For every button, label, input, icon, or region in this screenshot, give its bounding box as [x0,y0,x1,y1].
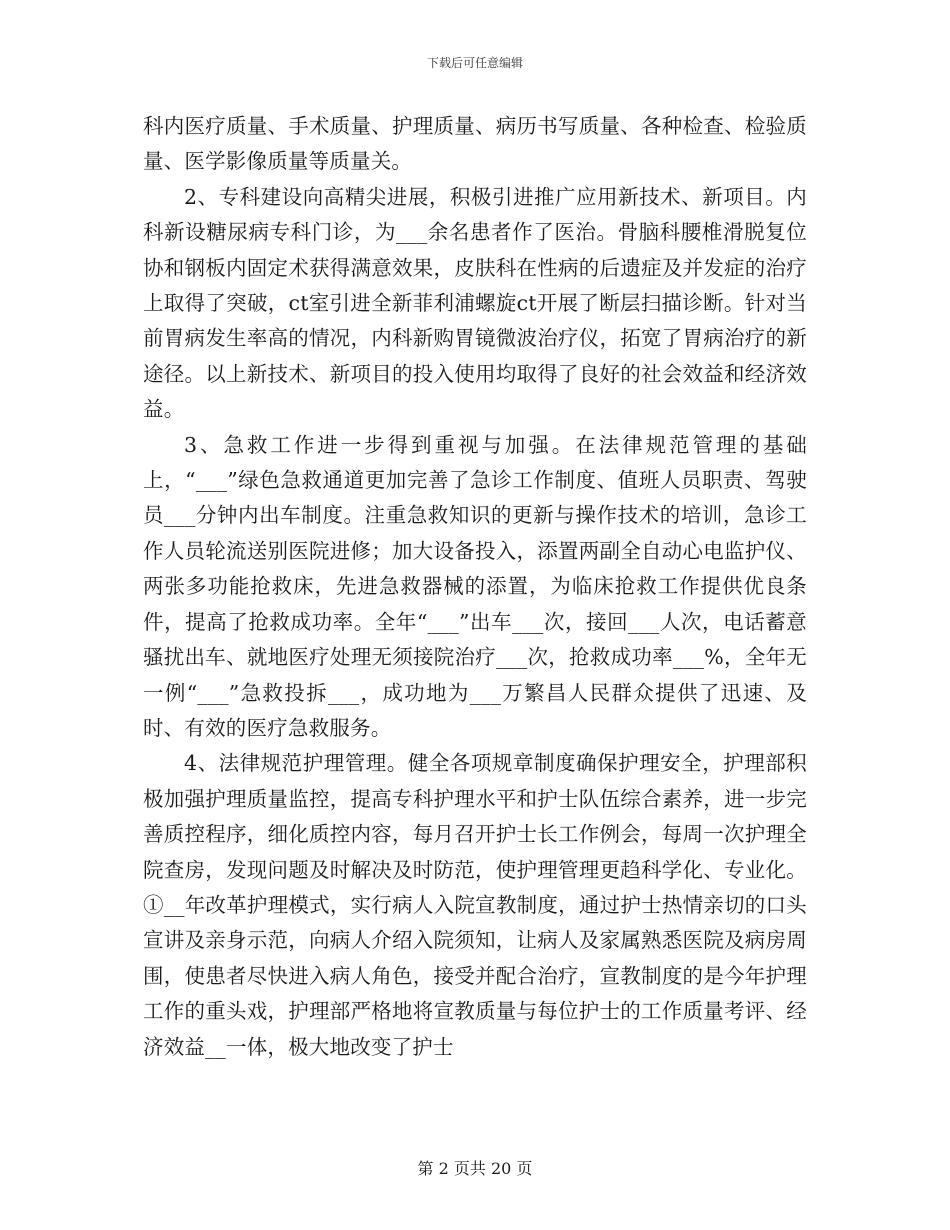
paragraph-emergency-work: 3、急救工作进一步得到重视与加强。在法律规范管理的基础上，“___”绿色急救通道更加完善了急诊工作制度、值班人员职责、驾驶员___分钟内出车制度。注重急救知识的更新与操作技术的培训，急诊工作人员轮流送别医院进修；加大设备投入，添置两副全自动心电监护仪、两张多功能抢救床，先进急救器械的添置，为临床抢救工作提供优良条件，提高了抢救成功率。全年“___”出车___次，接回___人次，电话蓄意骚扰出车、就地医疗处理无须接院治疗___次，抢救成功率___%，全年无一例“___”急救投拆___，成功地为___万繁昌人民群众提供了迅速、及时、有效的医疗急救服务。 [143,432,807,740]
page-header: 下载后可任意编辑 [426,56,523,70]
paragraph-nursing-management: 4、法律规范护理管理。健全各项规章制度确保护理安全，护理部积极加强护理质量监控，提高专科护理水平和护士队伍综合素养，进一步完善质控程序，细化质控内容，每月召开护士长工作例会，每周一次护理全院查房，发现问题及时解决及时防范，使护理管理更趋科学化、专业化。①__年改革护理模式，实行病人入院宣教制度，通过护士热情亲切的口头宣讲及亲身示范，向病人介绍入院须知，让病人及家属熟悉医院及病房周围，使患者尽快进入病人角色，接受并配合治疗，宣教制度的是今年护理工作的重头戏，护理部严格地将宣教质量与每位护士的工作质量考评、经济效益__一体，极大地改变了护士 [143,751,807,1059]
page-footer: 第 2 页共 20 页 [417,1159,533,1178]
paragraph-continued: 科内医疗质量、手术质量、护理质量、病历书写质量、各种检查、检验质量、医学影像质量等质量关。 [143,114,807,174]
document-body [143,109,807,1065]
paragraph-specialty-construction: 2、专科建设向高精尖进展，积极引进推广应用新技术、新项目。内科新设糖尿病专科门诊，为___余名患者作了医治。骨脑科腰椎滑脱复位协和钢板内固定术获得满意效果，皮肤科在性病的后遗症及并发症的治疗上取得了突破，ct室引进全新菲利浦螺旋ct开展了断层扫描诊断。针对当前胃病发生率高的情况，内科新购胃镜微波治疗仪，拓宽了胃病治疗的新途径。以上新技术、新项目的投入使用均取得了良好的社会效益和经济效益。 [143,184,807,422]
